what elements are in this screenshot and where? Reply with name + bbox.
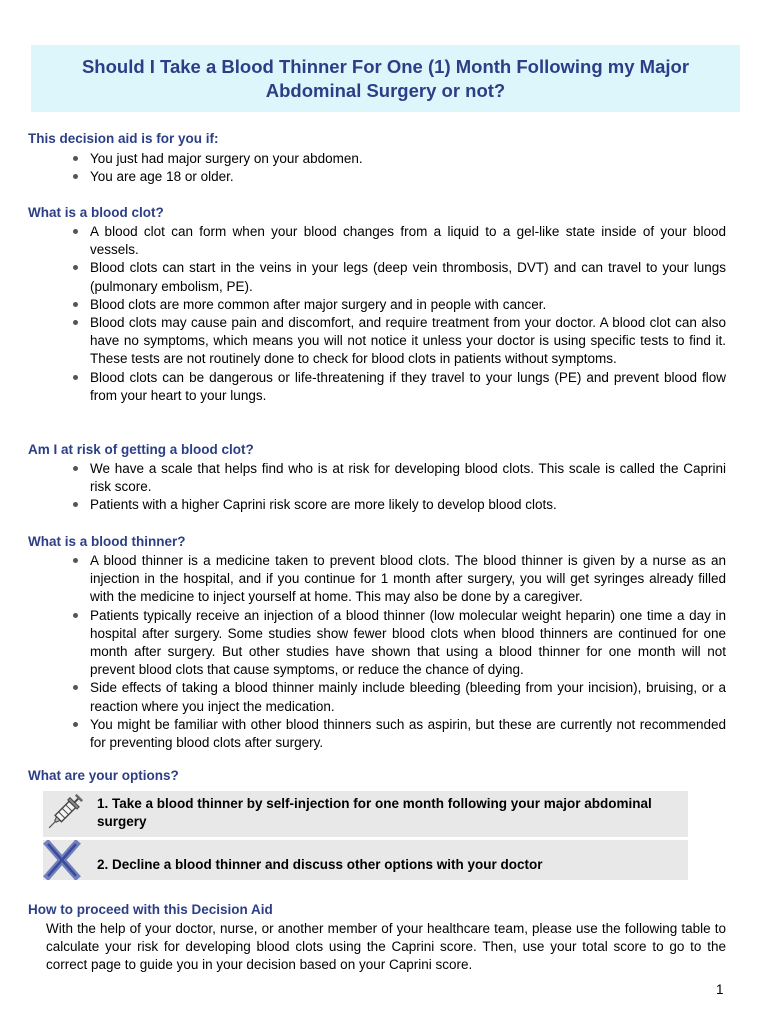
section-heading-blood-thinner: What is a blood thinner? (28, 534, 186, 549)
list-item: Blood clots are more common after major surgery and in people with cancer. (62, 296, 726, 314)
list-item: A blood clot can form when your blood changes from a liquid to a gel-like state inside of your blood vessels. (62, 223, 726, 259)
section-heading-risk: Am I at risk of getting a blood clot? (28, 442, 254, 457)
list-item: Side effects of taking a blood thinner mainly include bleeding (bleeding from your incision), bruising, or a reaction where you inject the medication. (62, 679, 726, 715)
option-2-row (43, 840, 688, 880)
section-heading-eligibility: This decision aid is for you if: (28, 131, 219, 146)
list-item: You are age 18 or older. (62, 168, 726, 186)
list-item: You just had major surgery on your abdomen. (62, 150, 726, 168)
x-mark-icon (43, 840, 81, 885)
page-title: Should I Take a Blood Thinner For One (1) Month Following my Major Abdominal Surgery or not? (81, 55, 690, 101)
blood-thinner-list (62, 552, 726, 752)
list-item: Blood clots can start in the veins in your legs (deep vein thrombosis, DVT) and can travel to your lungs (pulmonary embolism, PE). (62, 259, 726, 295)
blood-clot-list (62, 223, 726, 405)
list-item: We have a scale that helps find who is at risk for developing blood clots. This scale is called the Caprini risk score. (62, 460, 726, 496)
list-item: Blood clots can be dangerous or life-threatening if they travel to your lungs (PE) and prevent blood flow from your heart to your lungs. (62, 369, 726, 405)
syringe-icon (43, 791, 87, 842)
section-heading-proceed: How to proceed with this Decision Aid (28, 902, 273, 917)
proceed-text: With the help of your doctor, nurse, or another member of your healthcare team, please use the following table to calculate your risk for developing blood clots using the Caprini score. Then, use your total score to go to the correct page to guide you in your decision based on your Caprini score. (46, 921, 726, 973)
title-box (31, 45, 740, 112)
section-heading-options: What are your options? (28, 768, 179, 783)
list-item: You might be familiar with other blood thinners such as aspirin, but these are currently not recommended for preventing blood clots after surgery. (62, 716, 726, 752)
list-item: A blood thinner is a medicine taken to prevent blood clots. The blood thinner is given by a nurse as an injection in the hospital, and if you continue for 1 month after surgery, you will get syringes already filled with the medicine to inject yourself at home. This may also be done by a caregiver. (62, 552, 726, 607)
list-item: Patients typically receive an injection of a blood thinner (low molecular weight heparin) one time a day in hospital after surgery. Some studies show fewer blood clots when blood thinners are continued for one month after surgery. But other studies have shown that using a blood thinner for one month will not prevent blood clots that cause symptoms, or reduce the chance of dying. (62, 607, 726, 680)
option-1-text: 1. Take a blood thinner by self-injection for one month following your major abdominal surgery (97, 796, 652, 829)
option-2-text: 2. Decline a blood thinner and discuss other options with your doctor (97, 857, 543, 872)
option-1-row (43, 791, 688, 837)
list-item: Blood clots may cause pain and discomfort, and require treatment from your doctor. A blood clot can also have no symptoms, which means you will not notice it unless your doctor is using specific tests to find it. These tests are not routinely done to check for blood clots in patients without symptoms. (62, 314, 726, 369)
page-number: 1 (716, 982, 724, 997)
section-heading-blood-clot: What is a blood clot? (28, 205, 164, 220)
risk-list (62, 460, 726, 515)
list-item: Patients with a higher Caprini risk score are more likely to develop blood clots. (62, 496, 726, 514)
eligibility-list (62, 150, 726, 186)
